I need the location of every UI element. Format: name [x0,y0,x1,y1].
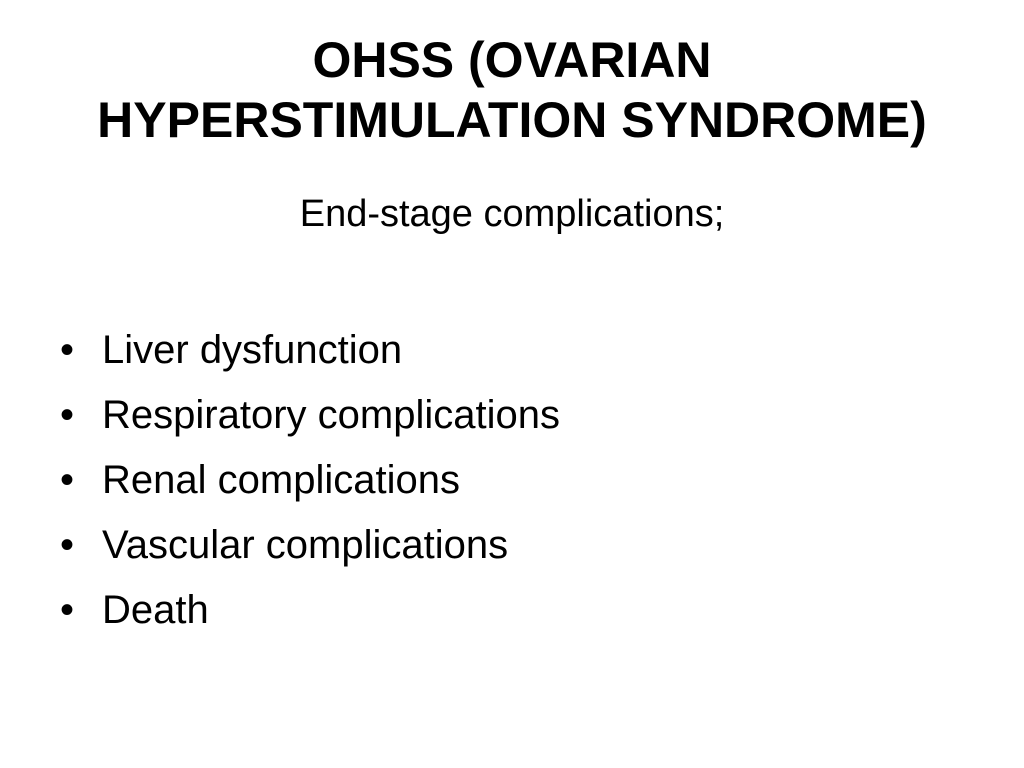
list-item-text: Liver dysfunction [102,328,403,372]
list-item [60,578,560,643]
list-item [60,318,560,383]
bullet-icon: • [60,393,75,437]
bullet-icon: • [60,458,75,502]
slide-title-line: HYPERSTIMULATION SYNDROME) [97,92,927,148]
bullet-list [60,318,560,643]
bullet-icon: • [60,523,75,567]
slide-subtitle: End-stage complications; [299,193,725,235]
bullet-icon: • [60,328,75,372]
list-item-text: Vascular complications [102,523,509,567]
list-item-text: Renal complications [102,458,460,502]
bullet-icon: • [60,588,75,632]
list-item [60,383,560,448]
list-item-text: Death [102,588,209,632]
list-item [60,448,560,513]
slide-title-line: OHSS (OVARIAN [312,32,712,88]
slide-title [0,30,1024,150]
list-item [60,513,560,578]
list-item-text: Respiratory complications [102,393,560,437]
